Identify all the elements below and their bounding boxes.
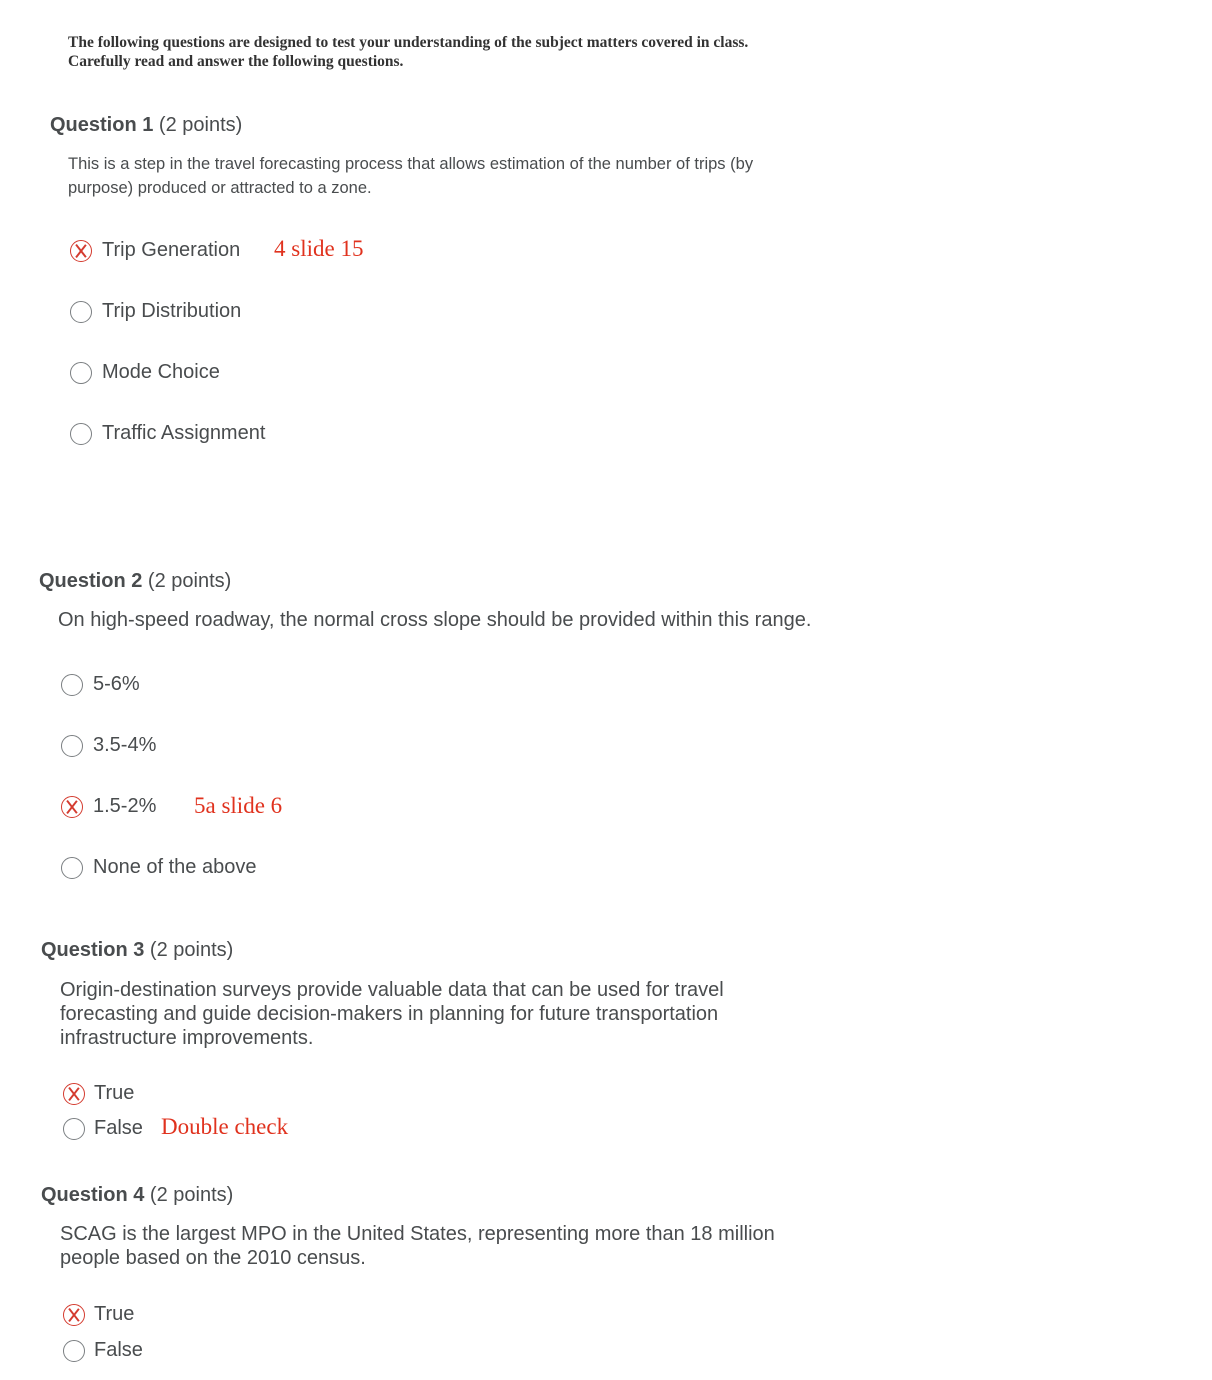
question-2-title	[39, 570, 231, 593]
q1-annotation: 4 slide 15	[274, 236, 364, 261]
option-label: 5-6%	[93, 673, 140, 695]
q3-option-true[interactable]	[63, 1082, 134, 1105]
radio-marked-icon[interactable]	[70, 240, 92, 262]
question-3-points: (2 points)	[149, 939, 234, 961]
option-label: 1.5-2%	[93, 795, 157, 817]
q3-annotation: Double check	[161, 1114, 289, 1139]
q1-option-traffic-assignment[interactable]	[70, 422, 265, 445]
question-2-points: (2 points)	[147, 570, 232, 592]
question-4-title	[41, 1184, 233, 1207]
question-3-title	[41, 939, 233, 962]
radio-icon[interactable]	[61, 674, 83, 696]
question-3-label: Question 3	[41, 939, 145, 961]
option-label: Mode Choice	[102, 361, 220, 383]
question-1-label: Question 1	[50, 114, 154, 136]
radio-icon[interactable]	[70, 362, 92, 384]
radio-icon[interactable]	[61, 857, 83, 879]
radio-icon[interactable]	[70, 301, 92, 323]
question-4-text: SCAG is the largest MPO in the United States, representing more than 18 million people based on the 2010 census.	[60, 1223, 775, 1269]
q2-option-3-5-4[interactable]	[61, 734, 156, 757]
q2-annotation: 5a slide 6	[194, 793, 283, 818]
q3-option-false[interactable]	[63, 1117, 143, 1140]
question-2-text: On high-speed roadway, the normal cross slope should be provided within this range.	[58, 609, 812, 631]
radio-marked-icon[interactable]	[63, 1304, 85, 1326]
option-label: Traffic Assignment	[102, 422, 266, 444]
question-4-label: Question 4	[41, 1184, 145, 1206]
q2-option-5-6[interactable]	[61, 673, 140, 696]
question-2-label: Question 2	[39, 570, 143, 592]
radio-marked-icon[interactable]	[63, 1083, 85, 1105]
option-label: Trip Generation	[102, 239, 241, 261]
option-label: False	[94, 1117, 143, 1139]
option-label: None of the above	[93, 856, 257, 878]
question-1-text: This is a step in the travel forecasting process that allows estimation of the number of trips (by purpose) produced or attracted to a zone.	[68, 155, 754, 197]
option-label: False	[94, 1339, 143, 1361]
radio-icon[interactable]	[63, 1118, 85, 1140]
question-4-points: (2 points)	[149, 1184, 234, 1206]
option-label: 3.5-4%	[93, 734, 157, 756]
option-label: True	[94, 1082, 135, 1104]
question-1-points: (2 points)	[158, 114, 243, 136]
question-3-text: Origin-destination surveys provide valuable data that can be used for travel forecasting and guide decision-makers in planning for future transportation infrastructure improvements.	[60, 979, 724, 1049]
q4-option-false[interactable]	[63, 1339, 143, 1362]
quiz-instructions: The following questions are designed to test your understanding of the subject matters covered in class. Carefully read and answer the following questions.	[68, 34, 749, 70]
radio-icon[interactable]	[70, 423, 92, 445]
q4-option-true[interactable]	[63, 1303, 134, 1326]
radio-icon[interactable]	[63, 1340, 85, 1362]
radio-marked-icon[interactable]	[61, 796, 83, 818]
radio-icon[interactable]	[61, 735, 83, 757]
option-label: True	[94, 1303, 135, 1325]
q1-option-trip-generation[interactable]	[70, 239, 240, 262]
question-1-title	[50, 114, 242, 137]
q2-option-1-5-2[interactable]	[61, 795, 156, 818]
q1-option-trip-distribution[interactable]	[70, 300, 241, 323]
q1-option-mode-choice[interactable]	[70, 361, 220, 384]
q2-option-none[interactable]	[61, 856, 256, 879]
option-label: Trip Distribution	[102, 300, 242, 322]
